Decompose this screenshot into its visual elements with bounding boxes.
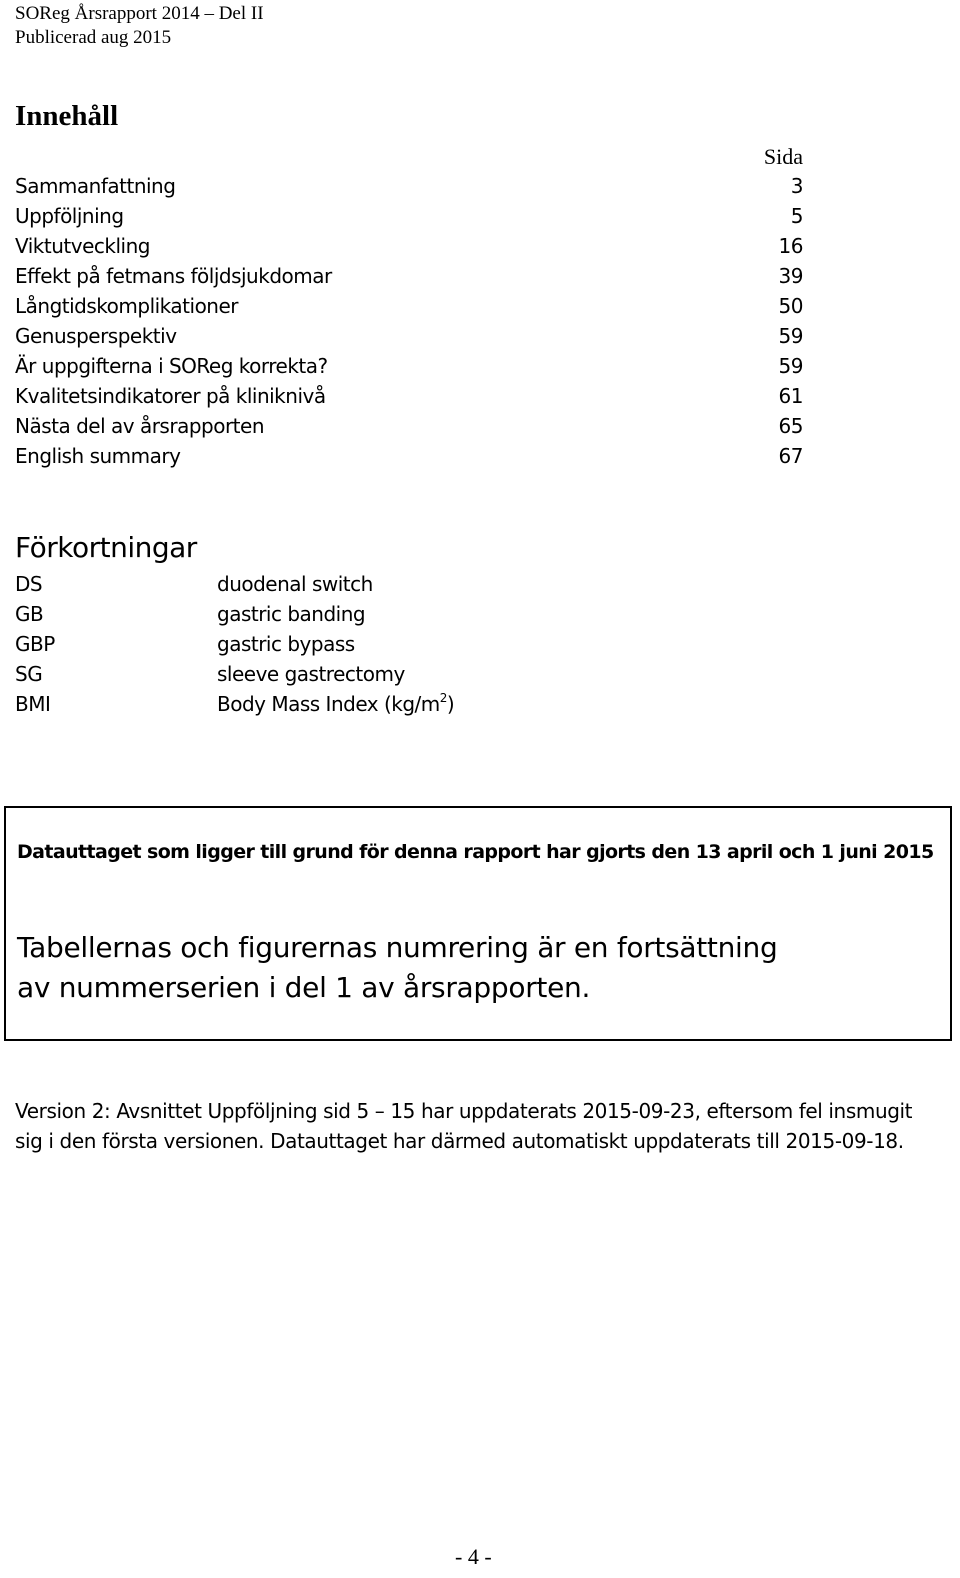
toc-item[interactable] xyxy=(15,411,803,441)
contents-title: Innehåll xyxy=(15,100,119,132)
page-number: - 4 - xyxy=(455,1544,492,1569)
toc-item[interactable] xyxy=(15,381,803,411)
abbreviation-term: GBP xyxy=(15,632,55,656)
header-publish-date: Publicerad aug 2015 xyxy=(15,27,172,48)
bmi-meaning-suffix: ) xyxy=(446,692,455,716)
header-report-title: SOReg Årsrapport 2014 – Del II xyxy=(15,3,264,24)
toc-item-page: 67 xyxy=(778,444,803,468)
toc-item-page: 5 xyxy=(790,204,803,228)
toc-item-page: 59 xyxy=(778,324,803,348)
abbreviation-term: SG xyxy=(15,662,43,686)
toc-item[interactable] xyxy=(15,321,803,351)
toc-item[interactable] xyxy=(15,231,803,261)
toc-item-page: 65 xyxy=(778,414,803,438)
abbreviation-meaning: sleeve gastrectomy xyxy=(217,662,405,686)
toc-item-label: Är uppgifterna i SOReg korrekta? xyxy=(15,354,328,378)
toc-item-page: 16 xyxy=(778,234,803,258)
abbreviation-meaning: gastric bypass xyxy=(217,632,355,656)
toc-item[interactable] xyxy=(15,171,803,201)
toc-item-page: 3 xyxy=(790,174,803,198)
bmi-unit-exponent: 2 xyxy=(439,691,447,706)
numbering-notice: Tabellernas och figurernas numrering är en fortsättning av nummerserien i del 1 av årsrapporten. xyxy=(17,931,778,1004)
toc-item[interactable] xyxy=(15,291,803,321)
abbreviation-term: GB xyxy=(15,602,44,626)
data-extraction-notice: Datauttaget som ligger till grund för denna rapport har gjorts den 13 april och 1 juni 2015 xyxy=(17,841,934,863)
toc-item-label: Sammanfattning xyxy=(15,174,176,198)
toc-item[interactable] xyxy=(15,441,803,471)
toc-item-label: Långtidskomplikationer xyxy=(15,294,239,318)
toc-item-label: Effekt på fetmans följdsjukdomar xyxy=(15,264,332,288)
bmi-meaning-text: Body Mass Index (kg/m xyxy=(217,692,440,716)
abbreviation-meaning: duodenal switch xyxy=(217,572,373,596)
toc-item-page: 50 xyxy=(778,294,803,318)
abbreviation-term: BMI xyxy=(15,692,51,716)
abbreviation-meaning xyxy=(217,689,454,719)
toc-item-label: Uppföljning xyxy=(15,204,124,228)
toc-item-page: 39 xyxy=(778,264,803,288)
toc-item-label: Nästa del av årsrapporten xyxy=(15,414,265,438)
abbreviation-term: DS xyxy=(15,572,43,596)
toc-item-label: English summary xyxy=(15,444,181,468)
toc-item-page: 59 xyxy=(778,354,803,378)
abbreviations-title: Förkortningar xyxy=(15,531,197,564)
toc-item-label: Viktutveckling xyxy=(15,234,150,258)
toc-item-page: 61 xyxy=(778,384,803,408)
toc-item[interactable] xyxy=(15,201,803,231)
page-column-label: Sida xyxy=(763,144,803,169)
toc-item[interactable] xyxy=(15,351,803,381)
toc-item[interactable] xyxy=(15,261,803,291)
toc-item-label: Genusperspektiv xyxy=(15,324,177,348)
toc-item-label: Kvalitetsindikatorer på kliniknivå xyxy=(15,384,326,408)
abbreviation-meaning: gastric banding xyxy=(217,602,366,626)
version-note: Version 2: Avsnittet Uppföljning sid 5 – 15 har uppdaterats 2015-09-23, eftersom fel insmugit sig i den första versionen. Datauttaget har därmed automatiskt uppdaterats till 2015-09-18. xyxy=(15,1099,913,1153)
data-notice-box xyxy=(4,806,952,1041)
